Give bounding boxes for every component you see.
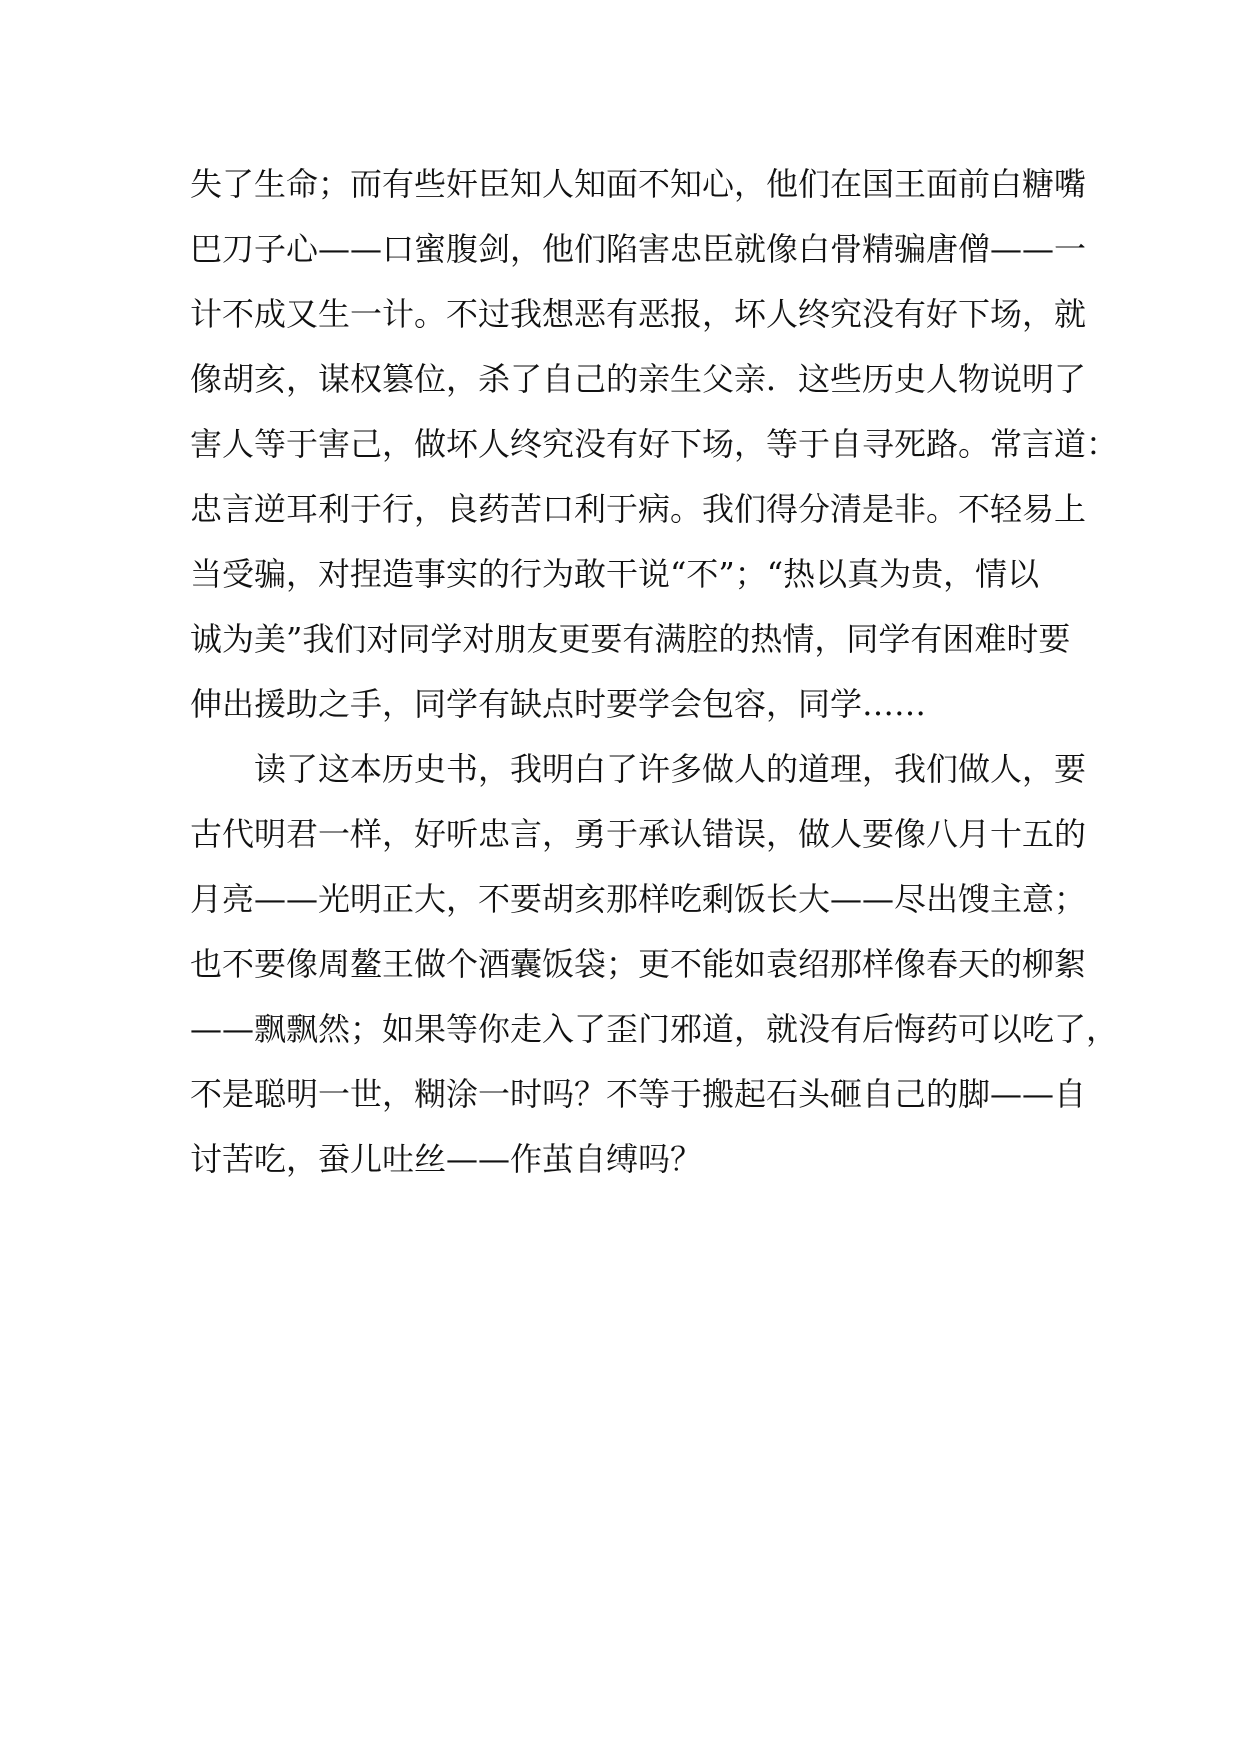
- paragraph-line: 害人等于害己，做坏人终究没有好下场，等于自寻死路。常言道：: [190, 425, 1119, 463]
- paragraph-2: [190, 737, 1119, 1192]
- body-text: [190, 152, 1119, 1192]
- paragraph-line: 不是聪明一世，糊涂一时吗？不等于搬起石头砸自己的脚——自: [190, 1075, 1087, 1113]
- paragraph-line: 讨苦吃，蚕儿吐丝——作茧自缚吗？: [190, 1140, 703, 1178]
- paragraph-line: 巴刀子心——口蜜腹剑，他们陷害忠臣就像白骨精骗唐僧——一: [190, 230, 1087, 268]
- paragraph-1: [190, 152, 1119, 737]
- paragraph-line: 月亮——光明正大，不要胡亥那样吃剩饭长大——尽出馊主意；: [190, 880, 1087, 918]
- paragraph-line: 古代明君一样，好听忠言，勇于承认错误，做人要像八月十五的: [190, 815, 1087, 853]
- paragraph-line: 也不要像周鳌王做个酒囊饭袋；更不能如袁绍那样像春天的柳絮: [190, 945, 1087, 983]
- paragraph-line: 当受骗，对捏造事实的行为敢干说“不”；“热以真为贵，情以: [190, 555, 1040, 593]
- paragraph-line: 忠言逆耳利于行，良药苦口利于病。我们得分清是非。不轻易上: [190, 490, 1087, 528]
- paragraph-line: 伸出援助之手，同学有缺点时要学会包容，同学……: [190, 685, 927, 723]
- paragraph-line: 计不成又生一计。不过我想恶有恶报，坏人终究没有好下场，就: [190, 295, 1087, 333]
- paragraph-line: 诚为美”我们对同学对朋友更要有满腔的热情，同学有困难时要: [190, 620, 1071, 658]
- paragraph-line: ——飘飘然；如果等你走入了歪门邪道，就没有后悔药可以吃了，: [190, 1010, 1119, 1048]
- paragraph-line: 失了生命；而有些奸臣知人知面不知心，他们在国王面前白糖嘴: [190, 165, 1087, 203]
- paragraph-line: 读了这本历史书，我明白了许多做人的道理，我们做人，要: [254, 750, 1087, 788]
- paragraph-line: 像胡亥，谋权篡位，杀了自己的亲生父亲．这些历史人物说明了: [190, 360, 1087, 398]
